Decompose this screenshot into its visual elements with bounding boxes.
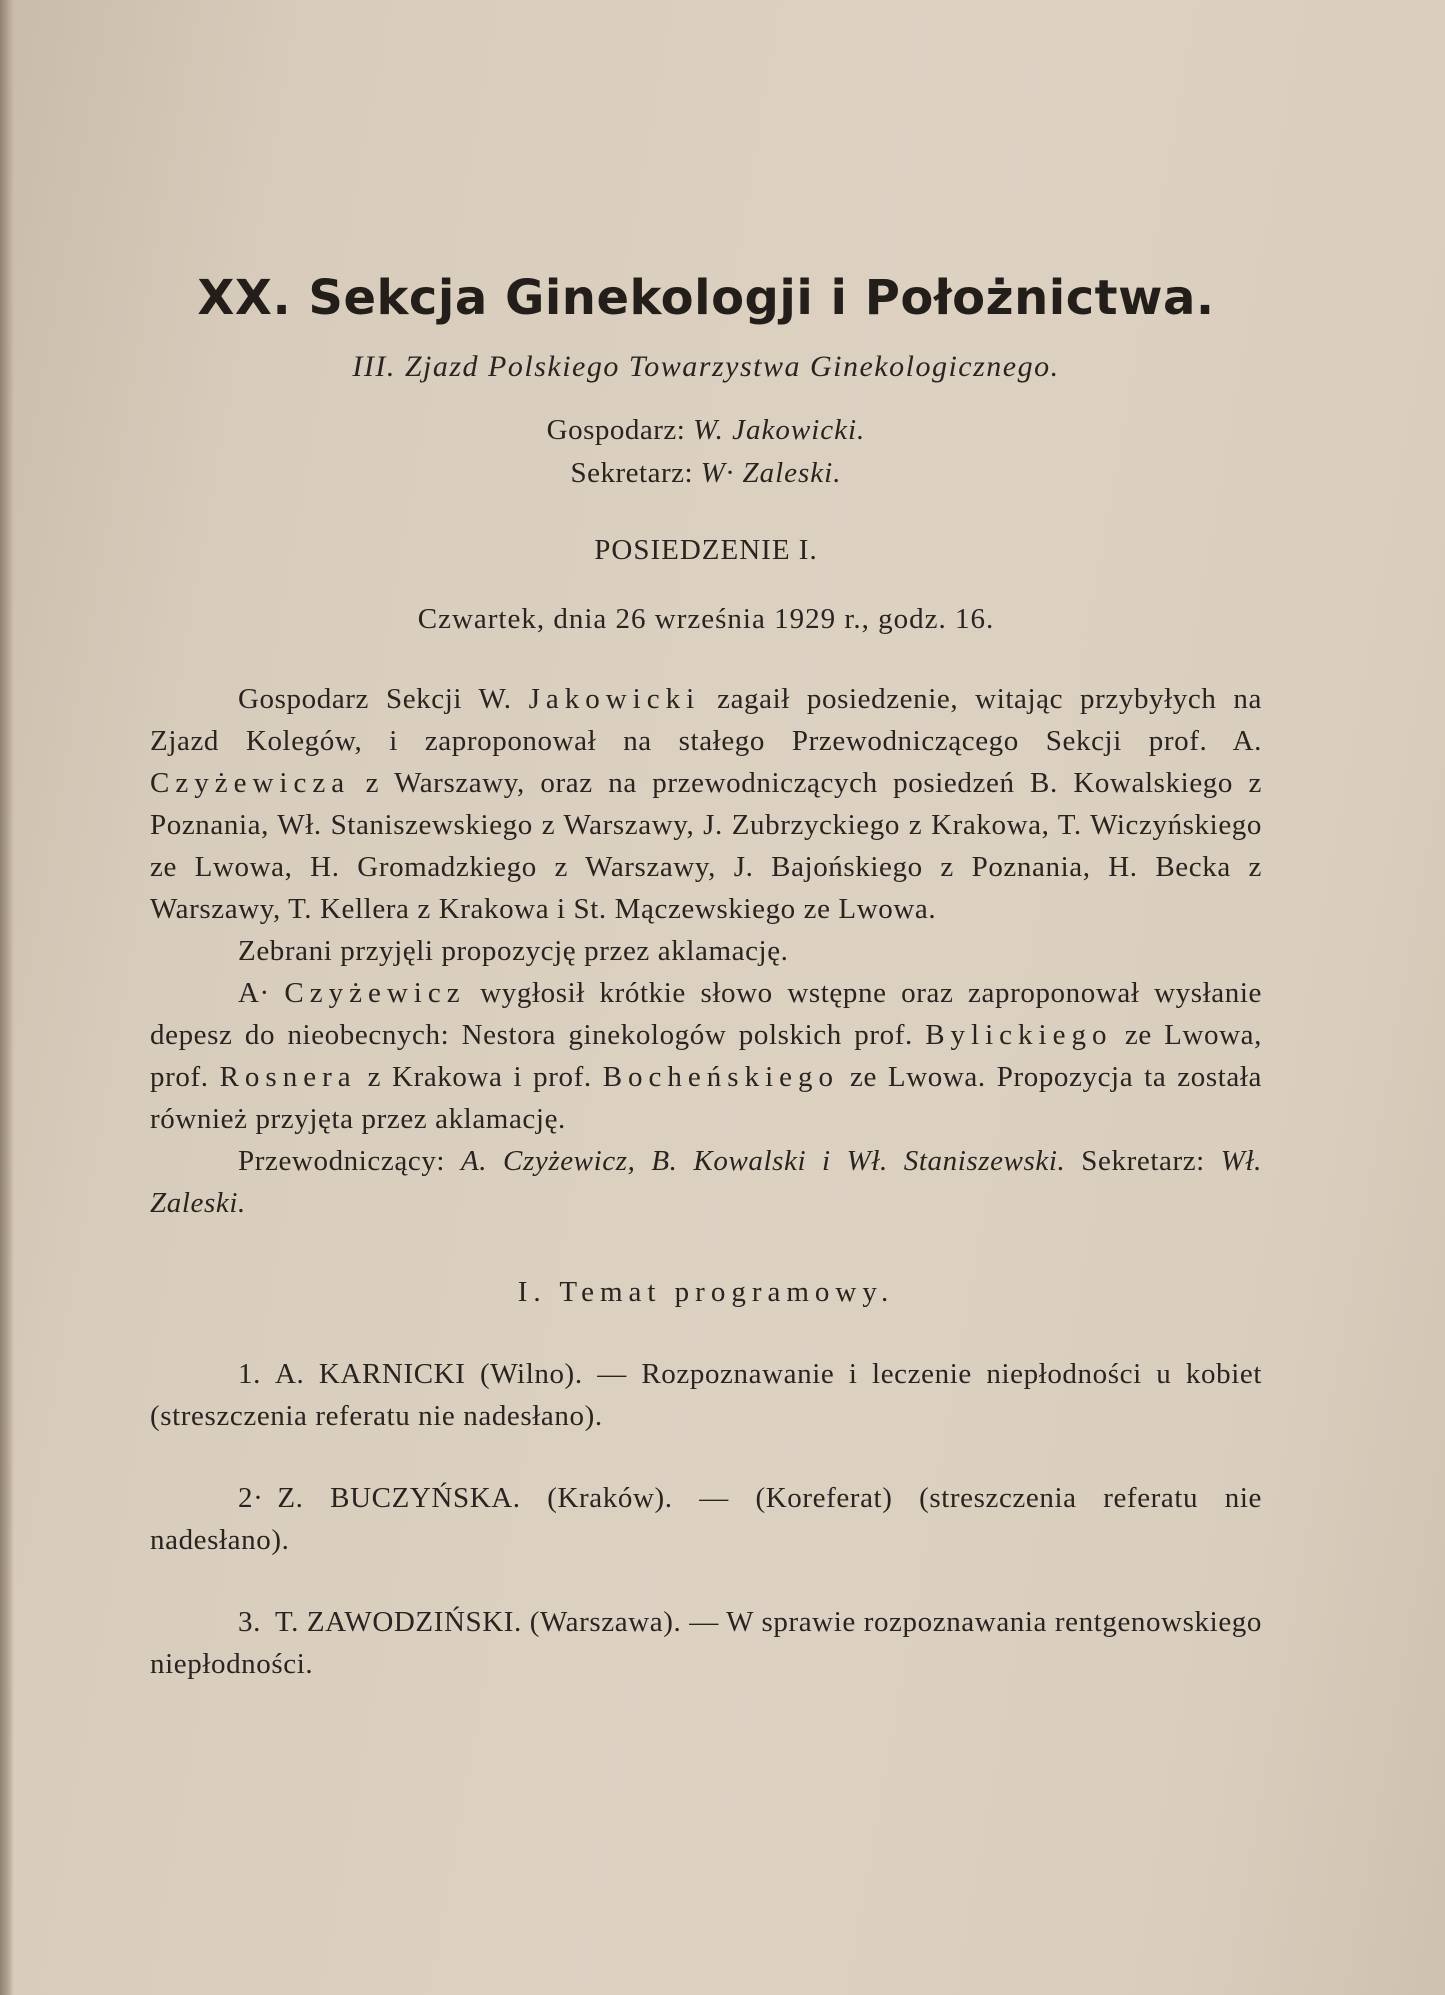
host-name: W. Jakowicki. (693, 414, 866, 446)
spaced-name-czyzewicz: Czyżewicz (284, 977, 466, 1009)
chairs-names: A. Czyżewicz, B. Kowalski i Wł. Staniszewski. (460, 1145, 1066, 1177)
opening-text-b: zagaił posiedzenie, witając przybyłych na Zjazd Kolegów, i zaproponował na stałego Przewodniczącego Sekcji prof. A. (150, 683, 1262, 757)
chairs-secretary-name: Wł. Zaleski. (150, 1145, 1262, 1219)
item-text: T. ZAWODZIŃSKI. (Warszawa). — W sprawie rozpoznawania rentgenowskiego niepłodności. (150, 1606, 1262, 1680)
program-topic-heading: I. Temat programowy. (517, 1276, 895, 1308)
secretary-line (150, 457, 1262, 490)
page-binding-edge (0, 0, 14, 1995)
item-number: 2· (238, 1482, 264, 1514)
chairs-secretary-label: Sekretarz: (1065, 1145, 1221, 1177)
telegram-text-d: z Krakowa i prof. (356, 1061, 603, 1093)
congress-subtitle: III. Zjazd Polskiego Towarzystwa Ginekologicznego. (352, 350, 1060, 383)
session-heading: POSIEDZENIE I. (594, 534, 818, 566)
host-line (150, 414, 1262, 447)
opening-text-c: z Warszawy, oraz na przewodniczących posiedzeń B. Kowalskiego z Poznania, Wł. Staniszewskiego z Warszawy, J. Zubrzyckiego z Krakowa, T. Wiczyńskiego ze Lwowa, H. Gromadzkiego z Warszawy, J. Bajońskiego z Poznania, H. Becka z Warszawy, T. Kellera z Krakowa i St. Mączewskiego ze Lwowa. (150, 767, 1262, 925)
item-number: 3. (238, 1606, 261, 1638)
section-title: XX. Sekcja Ginekologji i Położnictwa. (197, 270, 1215, 326)
page-content (150, 270, 1262, 1725)
host-label: Gospodarz: (546, 414, 686, 446)
telegram-text-e: ze Lwowa. Propozycja ta została również przyjęta przez aklamację. (150, 1061, 1262, 1135)
spaced-name-bochenskiego: Bocheńskiego (602, 1061, 840, 1093)
telegram-text-c: ze Lwowa, prof. (150, 1019, 1262, 1093)
telegram-text-b: wygłosił krótkie słowo wstępne oraz zaproponował wysłanie depesz do nieobecnych: Nestora ginekologów polskich prof. (150, 977, 1262, 1051)
telegram-paragraph (150, 972, 1262, 1140)
spaced-name-bylickiego: Bylickiego (925, 1019, 1113, 1051)
opening-paragraph (150, 678, 1262, 930)
list-item (150, 1477, 1262, 1561)
item-text: A. KARNICKI (Wilno). — Rozpoznawanie i leczenie niepłodności u kobiet (streszczenia referatu nie nadesłano). (150, 1358, 1262, 1432)
list-item (150, 1601, 1262, 1685)
spaced-name-jakowicki: Jakowicki (528, 683, 701, 715)
item-text: Z. BUCZYŃSKA. (Kraków). — (Koreferat) (streszczenia referatu nie nadesłano). (150, 1482, 1262, 1556)
secretary-label: Sekretarz: (570, 457, 694, 489)
telegram-text-a: A· (238, 977, 285, 1009)
secretary-name: W· Zaleski. (700, 457, 842, 489)
spaced-name-rosnera: Rosnera (219, 1061, 357, 1093)
acclamation-paragraph: Zebrani przyjęli propozycję przez aklamację. (238, 935, 789, 967)
item-number: 1. (238, 1358, 261, 1390)
list-item (150, 1353, 1262, 1437)
chairs-label: Przewodniczący: (238, 1145, 461, 1177)
spaced-name-czyzewicza: Czyżewicza (150, 767, 351, 799)
chairs-paragraph (150, 1140, 1262, 1224)
opening-text-a: Gospodarz Sekcji W. (238, 683, 529, 715)
session-date: Czwartek, dnia 26 września 1929 r., godz. 16. (417, 603, 995, 635)
